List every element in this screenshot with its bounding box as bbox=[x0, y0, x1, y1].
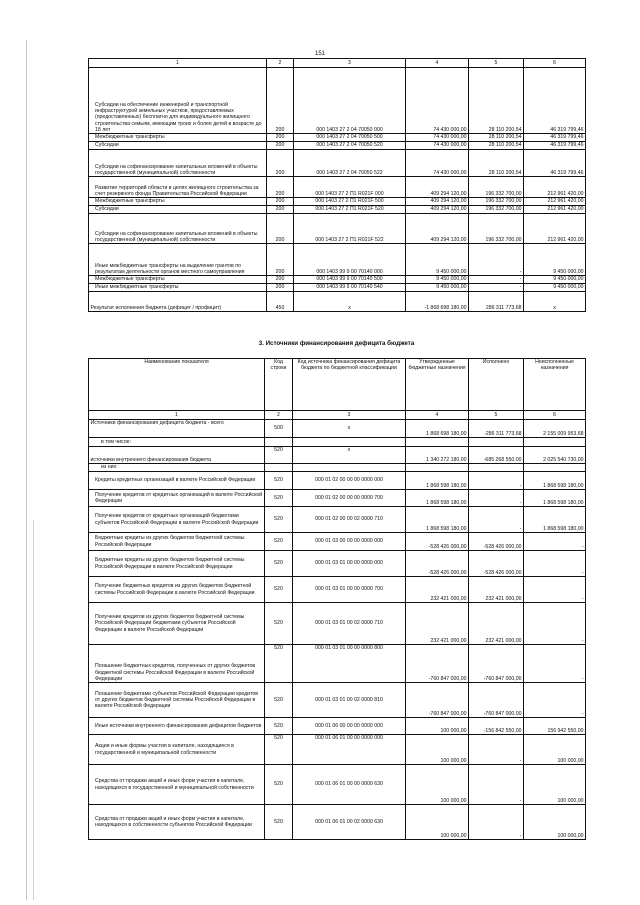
row-approved: 9 450 000,00 bbox=[406, 276, 469, 284]
row-name: Получение бюджетных кредитов из других бюджетов бюджетной системы Российской Федерации в валюте Российской Федерации bbox=[89, 577, 265, 603]
scan-margin-line bbox=[26, 40, 27, 900]
row-approved: 1 868 698 180,00 bbox=[406, 420, 469, 438]
row-code: 450 bbox=[267, 292, 294, 312]
row-executed: -528 426 000,00 bbox=[469, 551, 524, 577]
expenditure-table bbox=[88, 58, 586, 312]
row-code: 520 bbox=[265, 490, 293, 507]
row-unexecuted: 100 000,00 bbox=[524, 765, 586, 805]
row-executed: -156 842 550,00 bbox=[469, 718, 524, 735]
row-name: Иные источники внутреннего финансирования дефицитов бюджетов bbox=[89, 718, 265, 735]
table-row bbox=[89, 603, 586, 645]
column-number: 5 bbox=[469, 411, 524, 420]
row-approved: 409 294 120,00 bbox=[406, 198, 469, 206]
row-unexecuted: - bbox=[524, 577, 586, 603]
row-executed: - bbox=[469, 805, 524, 840]
row-code: 520 bbox=[265, 735, 293, 765]
table-row bbox=[89, 447, 586, 464]
table-row bbox=[89, 718, 586, 735]
row-unexecuted: - bbox=[524, 645, 586, 683]
row-unexecuted: - bbox=[524, 551, 586, 577]
row-name: Погашение бюджетных кредитов, полученных от других бюджетов бюджетной системы Российской Федерации в валюте Российской Федерации bbox=[89, 645, 265, 683]
row-executed: 28 110 200,54 bbox=[469, 150, 524, 177]
table-row bbox=[89, 490, 586, 507]
row-name: источники внутреннего финансирования бюджета bbox=[89, 447, 265, 464]
row-name: Акции и иные формы участия в капитале, находящиеся в государственной и муниципальной собственности bbox=[89, 735, 265, 765]
row-executed: -760 847 000,00 bbox=[469, 645, 524, 683]
row-name: Субсидии на софинансирование капитальных вложений в объекты государственной (муниципальной) собственности bbox=[89, 214, 267, 244]
row-code: 200 bbox=[267, 177, 294, 198]
row-code: 520 bbox=[265, 507, 293, 533]
row-name: Источники финансирования дефицита бюджета - всего bbox=[89, 420, 265, 438]
row-name: Бюджетные кредиты из других бюджетов бюджетной системы Российской Федерации в валюте Российской Федерации bbox=[89, 551, 265, 577]
row-unexecuted: 100 000,00 bbox=[524, 735, 586, 765]
row-unexecuted: 1 868 598 180,00 bbox=[524, 490, 586, 507]
row-code: 200 bbox=[267, 150, 294, 177]
header-approved: Утвержденные бюджетные назначения bbox=[406, 359, 469, 411]
table-row bbox=[89, 284, 586, 292]
row-executed: 28 110 200,54 bbox=[469, 68, 524, 134]
row-unexecuted: 1 868 598 180,00 bbox=[524, 507, 586, 533]
row-approved: 74 430 000,00 bbox=[406, 134, 469, 142]
row-executed: 232 421 000,00 bbox=[469, 603, 524, 645]
row-name: Субсидии bbox=[89, 206, 267, 214]
row-code: 200 bbox=[267, 284, 294, 292]
row-unexecuted: 46 319 799,46 bbox=[524, 142, 586, 150]
column-number-row bbox=[89, 59, 586, 68]
row-executed: - bbox=[469, 284, 524, 292]
row-source-code: 000 1403 99 9 00 70140 540 bbox=[294, 284, 406, 292]
row-unexecuted: - bbox=[524, 533, 586, 551]
row-unexecuted: 100 000,00 bbox=[524, 805, 586, 840]
row-approved: 100 000,00 bbox=[406, 735, 469, 765]
row-unexecuted: 1 868 598 180,00 bbox=[524, 472, 586, 490]
row-unexecuted: - bbox=[524, 603, 586, 645]
row-name: Средства от продажи акций и иных форм участия в капитале, находящихся в государственной и муниципальной собственности bbox=[89, 765, 265, 805]
header-executed: Исполнено bbox=[469, 359, 524, 411]
row-code: 200 bbox=[267, 276, 294, 284]
row-code: 500 bbox=[265, 420, 293, 438]
row-executed: 196 332 700,00 bbox=[469, 177, 524, 198]
row-name: Получение кредитов от кредитных организаций бюджетами субъектов Российской Федерации в валюте Российской Федерации bbox=[89, 507, 265, 533]
table-row bbox=[89, 150, 586, 177]
row-unexecuted: 156 942 550,00 bbox=[524, 718, 586, 735]
row-code: 520 bbox=[265, 683, 293, 718]
column-number: 6 bbox=[524, 59, 586, 68]
row-executed: - bbox=[469, 735, 524, 765]
row-name: Иные межбюджетные трансферты на выделение грантов по результатам деятельности органов местного самоуправления bbox=[89, 244, 267, 276]
row-executed: 196 332 700,00 bbox=[469, 198, 524, 206]
column-number: 5 bbox=[469, 59, 524, 68]
table-row bbox=[89, 214, 586, 244]
header-row bbox=[89, 359, 586, 411]
row-name: в том числе: bbox=[89, 438, 265, 447]
header-name: Наименование показателя bbox=[89, 359, 265, 411]
row-code: 520 bbox=[265, 447, 293, 464]
row-executed: -286 311 773,68 bbox=[469, 420, 524, 438]
row-executed: - bbox=[469, 244, 524, 276]
row-unexecuted: 212 961 420,00 bbox=[524, 177, 586, 198]
section-title: 3. Источники финансирования дефицита бюджета bbox=[258, 340, 415, 347]
column-number: 3 bbox=[294, 59, 406, 68]
row-name: Иные межбюджетные трансферты bbox=[89, 284, 267, 292]
row-source-code: 000 01 03 01 00 00 0000 800 bbox=[293, 645, 406, 683]
column-number: 1 bbox=[89, 411, 265, 420]
table-row bbox=[89, 198, 586, 206]
row-source-code: 000 1403 99 9 00 70140 000 bbox=[294, 244, 406, 276]
row-source-code: 000 01 03 00 00 00 0000 000 bbox=[293, 533, 406, 551]
row-unexecuted: 2 155 009 953,68 bbox=[524, 420, 586, 438]
row-name: Субсидии на обеспечение инженерной и транспортной инфраструктурой земельных участков, предоставляемых (предоставленных) бесплатно для индивидуального жилищного строительства семьям, имеющим троих и более детей в возрасте до 18 лет bbox=[89, 68, 267, 134]
row-executed: 196 332 700,00 bbox=[469, 206, 524, 214]
row-code: 520 bbox=[265, 645, 293, 683]
row-unexecuted: 212 961 420,00 bbox=[524, 206, 586, 214]
row-code: 200 bbox=[267, 142, 294, 150]
row-code: 520 bbox=[265, 577, 293, 603]
row-executed: - bbox=[469, 490, 524, 507]
table-row bbox=[89, 683, 586, 718]
table-row bbox=[89, 464, 586, 472]
table-row bbox=[89, 292, 586, 312]
row-executed: 28 110 200,54 bbox=[469, 142, 524, 150]
row-approved: 100 000,00 bbox=[406, 765, 469, 805]
row-approved: 1 868 598 180,00 bbox=[406, 490, 469, 507]
column-number: 6 bbox=[524, 411, 586, 420]
row-code: 520 bbox=[265, 765, 293, 805]
row-approved: 1 868 598 180,00 bbox=[406, 472, 469, 490]
table-row bbox=[89, 142, 586, 150]
row-source-code: 000 1403 27 2 04 70050 520 bbox=[294, 142, 406, 150]
table-row bbox=[89, 177, 586, 198]
row-name: из них: bbox=[89, 464, 265, 472]
row-source-code: 000 1403 27 2 04 70050 522 bbox=[294, 150, 406, 177]
row-executed: - bbox=[469, 507, 524, 533]
row-name: Межбюджетные трансферты bbox=[89, 134, 267, 142]
row-approved: 74 430 000,00 bbox=[406, 68, 469, 134]
row-unexecuted: 46 319 799,46 bbox=[524, 134, 586, 142]
row-source-code: x bbox=[293, 447, 406, 464]
page-number: 151 bbox=[314, 51, 325, 57]
row-unexecuted: 212 961 420,00 bbox=[524, 198, 586, 206]
row-executed: - bbox=[469, 765, 524, 805]
row-name: Субсидии на софинансирование капитальных вложений в объекты государственной (муниципальной) собственности bbox=[89, 150, 267, 177]
row-approved: 9 450 000,00 bbox=[406, 244, 469, 276]
row-name: Субсидии bbox=[89, 142, 267, 150]
row-source-code: 000 1403 27 2 П1 R021F 500 bbox=[294, 198, 406, 206]
row-unexecuted bbox=[524, 438, 586, 447]
row-code: 520 bbox=[265, 533, 293, 551]
table-row bbox=[89, 507, 586, 533]
row-source-code: 000 1403 99 9 00 70140 500 bbox=[294, 276, 406, 284]
row-unexecuted: - bbox=[524, 683, 586, 718]
row-source-code: x bbox=[294, 292, 406, 312]
row-name: Погашение бюджетами субъектов Российской Федерации кредитов от других бюджетов бюджетной системы Российской Федерации в валюте Российской Федерации bbox=[89, 683, 265, 718]
row-approved: 74 430 000,00 bbox=[406, 150, 469, 177]
table-row bbox=[89, 533, 586, 551]
row-source-code: 000 01 06 01 00 00 0000 630 bbox=[293, 765, 406, 805]
row-name: Результат исполнения бюджета (дефицит / профицит) bbox=[89, 292, 267, 312]
column-number: 2 bbox=[267, 59, 294, 68]
table-row bbox=[89, 577, 586, 603]
row-source-code: 000 01 02 00 00 00 0000 000 bbox=[293, 472, 406, 490]
row-code: 200 bbox=[267, 68, 294, 134]
row-approved: 1 340 272 180,00 bbox=[406, 447, 469, 464]
row-approved bbox=[406, 464, 469, 472]
header-source-code: Код источника финансирования дефицита бюджета по бюджетной классификации bbox=[293, 359, 406, 411]
row-approved bbox=[406, 438, 469, 447]
row-source-code: 000 01 03 01 00 02 0000 710 bbox=[293, 603, 406, 645]
row-approved: 100 000,00 bbox=[406, 805, 469, 840]
row-approved: 74 430 000,00 bbox=[406, 142, 469, 150]
column-number: 1 bbox=[89, 59, 267, 68]
row-source-code: 000 1403 27 2 П1 R021F 522 bbox=[294, 214, 406, 244]
table-row bbox=[89, 68, 586, 134]
row-executed: 286 311 773,68 bbox=[469, 292, 524, 312]
table-row bbox=[89, 765, 586, 805]
row-code: 520 bbox=[265, 603, 293, 645]
row-code: 200 bbox=[267, 214, 294, 244]
table-row bbox=[89, 551, 586, 577]
row-unexecuted: 46 319 799,46 bbox=[524, 68, 586, 134]
row-source-code: 000 01 03 01 00 02 0000 810 bbox=[293, 683, 406, 718]
header-code: Код строки bbox=[265, 359, 293, 411]
table-row bbox=[89, 805, 586, 840]
row-code: 520 bbox=[265, 551, 293, 577]
row-source-code: 000 1403 27 2 04 70050 000 bbox=[294, 68, 406, 134]
table-row bbox=[89, 134, 586, 142]
row-code: 200 bbox=[267, 244, 294, 276]
header-unexecuted: Неисполненные назначения bbox=[524, 359, 586, 411]
row-executed: 232 421 000,00 bbox=[469, 577, 524, 603]
column-number: 2 bbox=[265, 411, 293, 420]
row-name: Получение кредитов от кредитных организаций в валюте Российской Федерации bbox=[89, 490, 265, 507]
row-code: 200 bbox=[267, 134, 294, 142]
row-code: 520 bbox=[265, 472, 293, 490]
row-approved: 100 000,00 bbox=[406, 718, 469, 735]
row-code bbox=[265, 438, 293, 447]
row-approved: 409 294 120,00 bbox=[406, 206, 469, 214]
row-approved: 232 421 000,00 bbox=[406, 577, 469, 603]
table-row bbox=[89, 472, 586, 490]
table-row bbox=[89, 420, 586, 438]
row-unexecuted: 2 025 540 730,00 bbox=[524, 447, 586, 464]
table-row bbox=[89, 645, 586, 683]
row-executed: - bbox=[469, 472, 524, 490]
row-unexecuted: 9 450 000,00 bbox=[524, 244, 586, 276]
column-number: 4 bbox=[406, 59, 469, 68]
row-name: Развитие территорий области в целях жилищного строительства за счет резервного фонда Правительства Российской Федерации bbox=[89, 177, 267, 198]
row-approved: 9 450 000,00 bbox=[406, 284, 469, 292]
row-unexecuted: 212 961 420,00 bbox=[524, 214, 586, 244]
row-code: 200 bbox=[267, 198, 294, 206]
row-approved: -528 426 000,00 bbox=[406, 533, 469, 551]
row-source-code: 000 1403 27 2 П1 R021F 000 bbox=[294, 177, 406, 198]
row-code: 200 bbox=[267, 206, 294, 214]
row-source-code: 000 01 06 00 00 00 0000 000 bbox=[293, 718, 406, 735]
row-unexecuted: 9 450 000,00 bbox=[524, 284, 586, 292]
row-executed: -685 268 550,00 bbox=[469, 447, 524, 464]
row-executed bbox=[469, 438, 524, 447]
row-source-code bbox=[293, 438, 406, 447]
row-source-code: 000 01 06 01 00 02 0000 630 bbox=[293, 805, 406, 840]
deficit-sources-table bbox=[88, 358, 586, 840]
row-source-code: 000 01 06 01 00 00 0000 000 bbox=[293, 735, 406, 765]
table-row bbox=[89, 276, 586, 284]
row-unexecuted: 46 319 799,46 bbox=[524, 150, 586, 177]
table-row bbox=[89, 244, 586, 276]
row-source-code: 000 1403 27 2 П1 R021F 520 bbox=[294, 206, 406, 214]
column-number: 3 bbox=[293, 411, 406, 420]
row-code: 520 bbox=[265, 718, 293, 735]
row-approved: -760 847 000,00 bbox=[406, 645, 469, 683]
row-approved: 409 294 120,00 bbox=[406, 177, 469, 198]
row-approved: 232 421 000,00 bbox=[406, 603, 469, 645]
row-source-code: 000 01 03 01 00 00 0000 700 bbox=[293, 577, 406, 603]
row-unexecuted: x bbox=[524, 292, 586, 312]
table-row bbox=[89, 438, 586, 447]
row-name: Бюджетные кредиты из других бюджетов бюджетной системы Российской Федерации bbox=[89, 533, 265, 551]
row-source-code: x bbox=[293, 420, 406, 438]
row-approved: -760 847 000,00 bbox=[406, 683, 469, 718]
row-name: Получение кредитов из других бюджетов бюджетной системы Российской Федерации бюджетами субъектов Российской Федерации в валюте Российской Федерации bbox=[89, 603, 265, 645]
row-source-code: 000 01 02 00 00 00 0000 700 bbox=[293, 490, 406, 507]
scan-margin-line bbox=[33, 520, 34, 900]
row-code bbox=[265, 464, 293, 472]
row-executed: 28 110 200,54 bbox=[469, 134, 524, 142]
row-code: 520 bbox=[265, 805, 293, 840]
row-executed: -760 847 000,00 bbox=[469, 683, 524, 718]
row-approved: -1 868 698 180,00 bbox=[406, 292, 469, 312]
row-source-code: 000 1403 27 2 04 70050 500 bbox=[294, 134, 406, 142]
row-executed: -528 426 000,00 bbox=[469, 533, 524, 551]
row-name: Межбюджетные трансферты bbox=[89, 198, 267, 206]
table-row bbox=[89, 735, 586, 765]
row-approved: 409 294 120,00 bbox=[406, 214, 469, 244]
row-source-code bbox=[293, 464, 406, 472]
row-executed: - bbox=[469, 276, 524, 284]
row-executed bbox=[469, 464, 524, 472]
row-executed: 196 332 700,00 bbox=[469, 214, 524, 244]
column-number: 4 bbox=[406, 411, 469, 420]
column-number-row bbox=[89, 411, 586, 420]
row-name: Межбюджетные трансферты bbox=[89, 276, 267, 284]
row-source-code: 000 01 02 00 00 02 0000 710 bbox=[293, 507, 406, 533]
row-approved: -528 426 000,00 bbox=[406, 551, 469, 577]
row-source-code: 000 01 03 01 00 00 0000 000 bbox=[293, 551, 406, 577]
row-name: Кредиты кредитных организаций в валюте Российской Федерации bbox=[89, 472, 265, 490]
row-name: Средства от продажи акций и иных форм участия в капитале, находящихся в собственности субъектов Российской Федерации bbox=[89, 805, 265, 840]
row-unexecuted bbox=[524, 464, 586, 472]
table-row bbox=[89, 206, 586, 214]
row-unexecuted: 9 450 000,00 bbox=[524, 276, 586, 284]
row-approved: 1 868 598 180,00 bbox=[406, 507, 469, 533]
